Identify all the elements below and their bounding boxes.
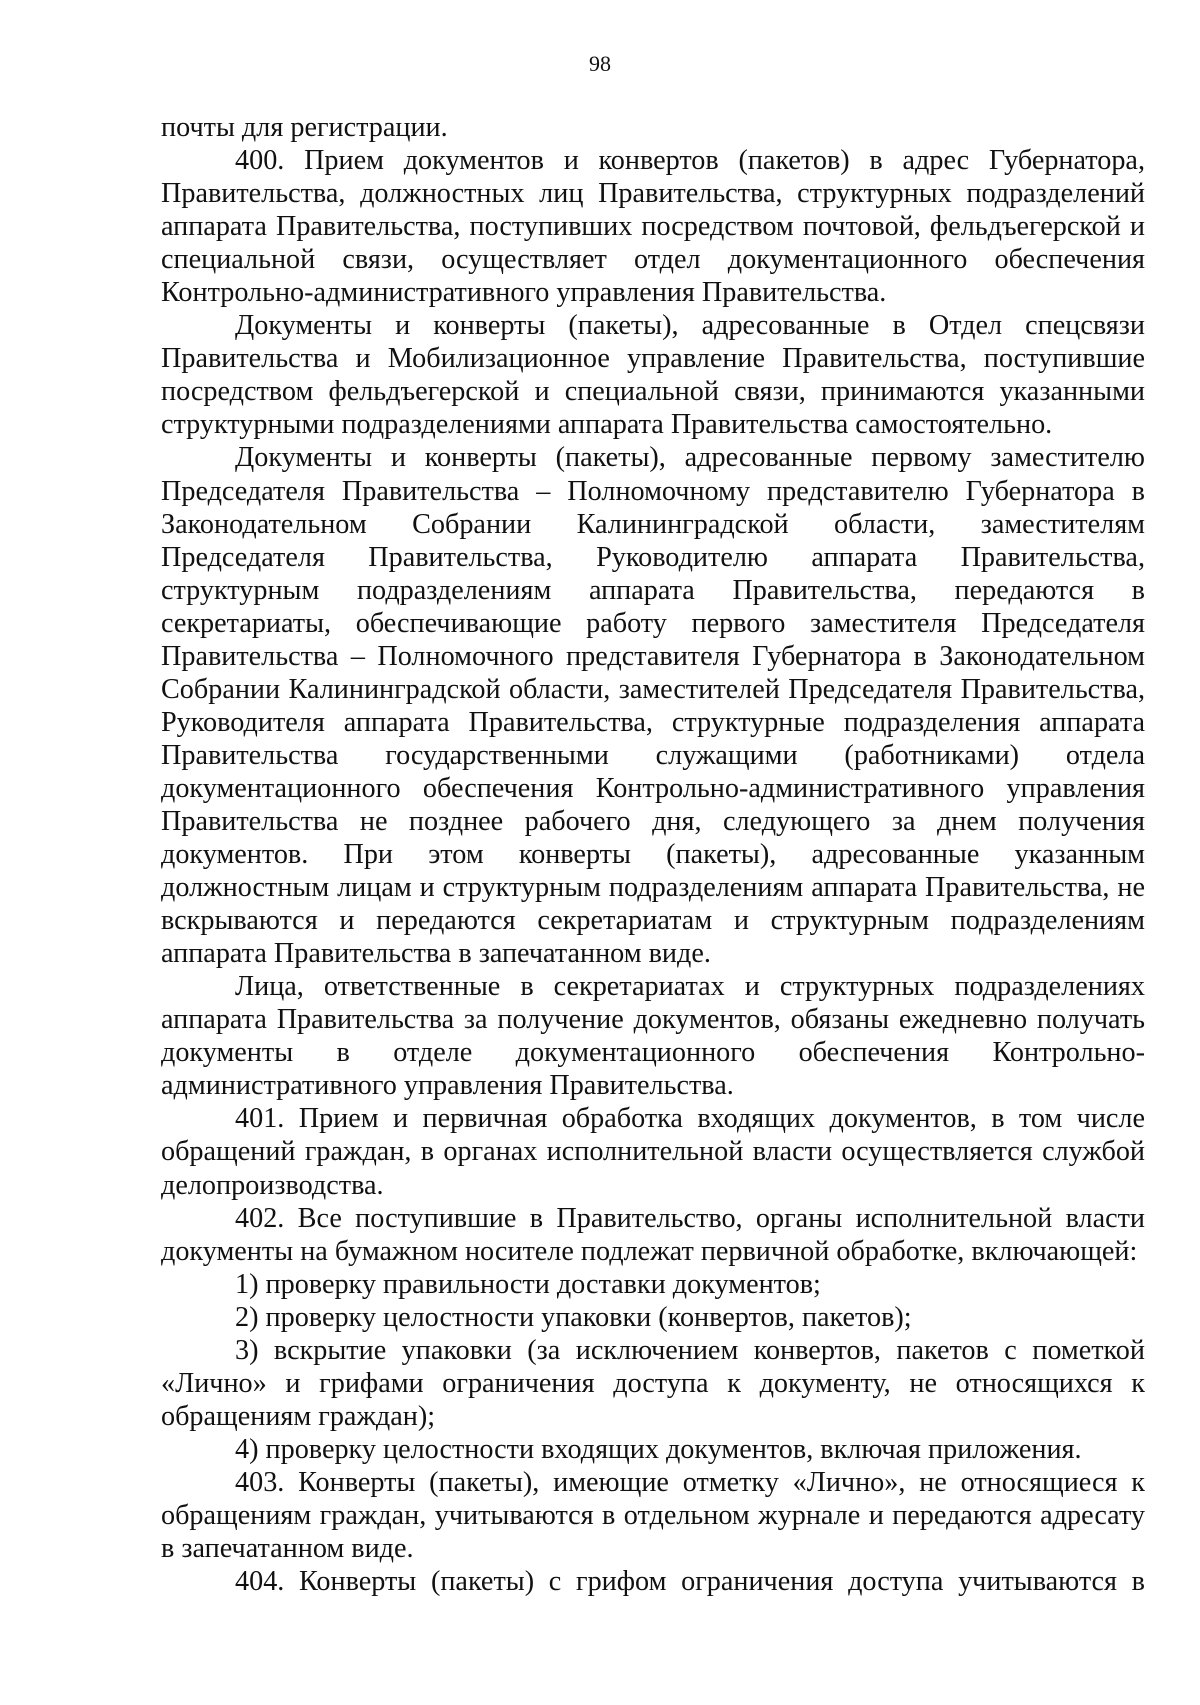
paragraph-continuation: почты для регистрации. bbox=[161, 112, 448, 143]
paragraph-402: 402. Все поступившие в Правительство, органы исполнительной власти документы на бумажном носителе подлежат первичной обработке, включающей: bbox=[161, 1202, 1145, 1267]
paragraph-403: 403. Конверты (пакеты), имеющие отметку «Лично», не относящиеся к обращениям граждан, учитываются в отдельном журнале и передаются адресату в запечатанном виде. bbox=[161, 1466, 1145, 1565]
paragraph-404: 404. Конверты (пакеты) с грифом ограничения доступа учитываются в bbox=[235, 1566, 1145, 1598]
paragraph-400-special-comms: Документы и конверты (пакеты), адресованные в Отдел спецсвязи Правительства и Мобилизационное управление Правительства, поступившие посредством фельдъегерской и специальной связи, принимаются указанными структурными подразделениями аппарата Правительства самостоятельно. bbox=[161, 310, 1145, 441]
list-item-2: 2) проверку целостности упаковки (конвертов, пакетов); bbox=[235, 1301, 912, 1333]
paragraph-401: 401. Прием и первичная обработка входящих документов, в том числе обращений граждан, в органах исполнительной власти осуществляется службой делопроизводства. bbox=[161, 1103, 1145, 1201]
paragraph-400: 400. Прием документов и конвертов (пакетов) в адрес Губернатора, Правительства, должностных лиц Правительства, структурных подразделений аппарата Правительства, поступивших посредством почтовой, фельдъегерской и специальной связи, осуществляет отдел документационного обеспечения Контрольно-административного управления Правительства. bbox=[161, 145, 1145, 309]
paragraph-400-secretariats: Документы и конверты (пакеты), адресованные первому заместителю Председателя Правительства – Полномочному представителю Губернатора в Законодательном Собрании Калининградской области, заместителям Председателя Правительства, Руководителю аппарата Правительства, структурным подразделениям аппарата Правительства, передаются в секретариаты, обеспечивающие работу первого заместителя Председателя Правительства – Полномочного представителя Губернатора в Законодательном Собрании Калининградской области, заместителей Председателя Правительства, Руководителя аппарата Правительства, структурные подразделения аппарата Правительства государственными служащими (работниками) отдела документационного обеспечения Контрольно-административного управления Правительства не позднее рабочего дня, следующего за днем получения документов. При этом конверты (пакеты), адресованные указанным должностным лицам и структурным подразделениям аппарата Правительства, не вскрываются и передаются секретариатам и структурным подразделениям аппарата Правительства в запечатанном виде. bbox=[161, 442, 1145, 970]
list-item-4: 4) проверку целостности входящих документов, включая приложения. bbox=[235, 1433, 1082, 1465]
list-item-1: 1) проверку правильности доставки документов; bbox=[235, 1268, 821, 1300]
page-number: 98 bbox=[589, 51, 611, 76]
paragraph-400-responsible-persons: Лица, ответственные в секретариатах и структурных подразделениях аппарата Правительства за получение документов, обязаны ежедневно получать документы в отделе документационного обеспечения Контрольно-административного управления Правительства. bbox=[161, 971, 1145, 1102]
list-item-3: 3) вскрытие упаковки (за исключением конвертов, пакетов с пометкой «Лично» и грифами ограничения доступа к документу, не относящихся к обращениям граждан); bbox=[161, 1334, 1145, 1432]
document-body bbox=[161, 111, 1145, 1598]
